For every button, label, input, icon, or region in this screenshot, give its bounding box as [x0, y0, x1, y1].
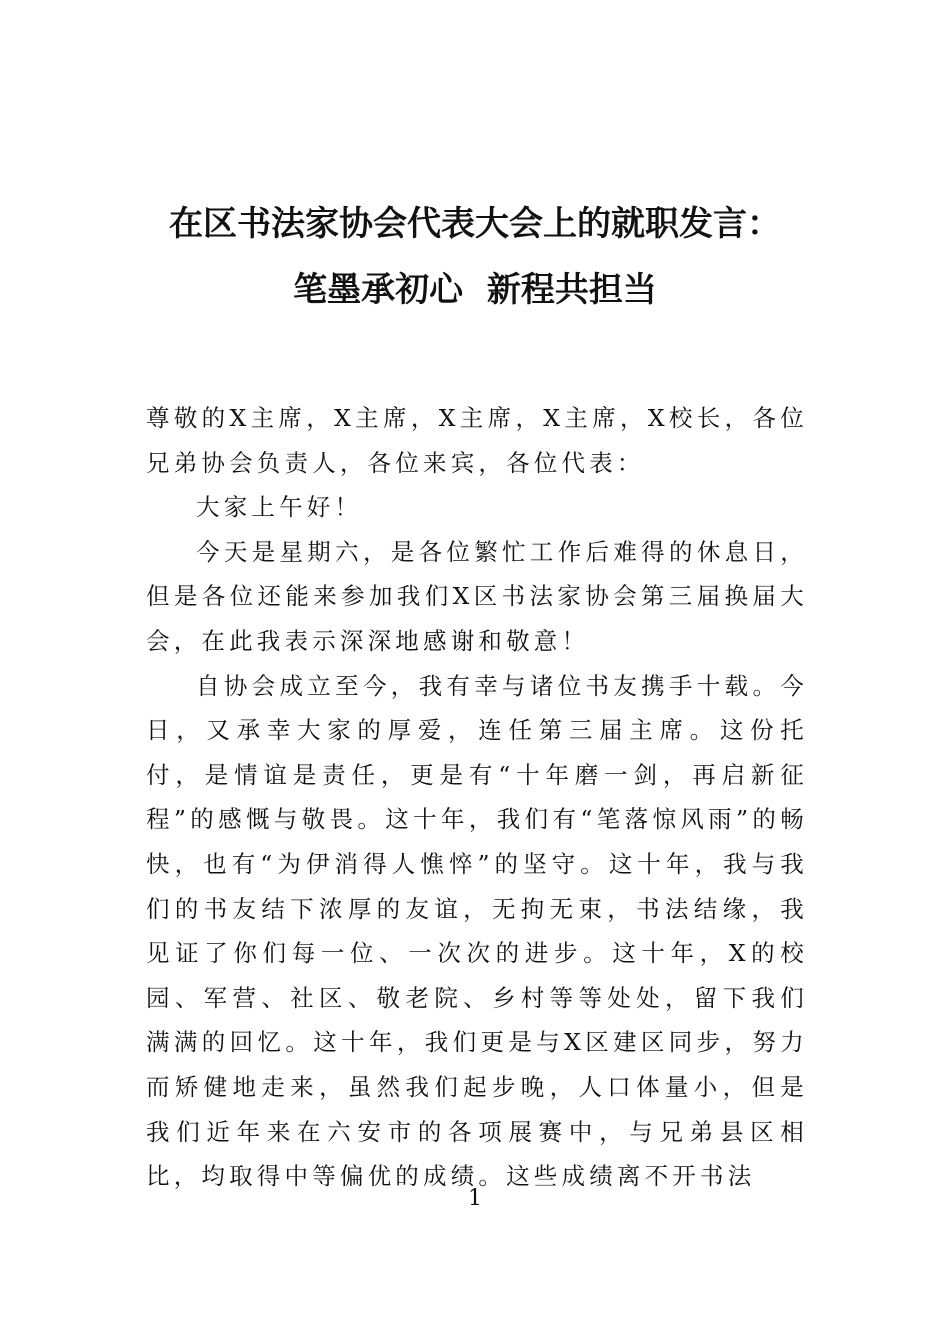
page-number: 1 [468, 1186, 482, 1211]
document-title-line-2: 笔墨承初心 新程共担当 [293, 270, 657, 310]
body-paragraph-1: 今天是星期六，是各位繁忙工作后难得的休息日，但是各位还能来参加我们X区书法家协会第三届换届大会，在此我表示深深地感谢和敬意！ [146, 537, 808, 655]
greeting-paragraph: 大家上午好！ [196, 493, 363, 522]
document-body [146, 396, 808, 1199]
body-paragraph-2: 自协会成立至今，我有幸与诸位书友携手十载。今日，又承幸大家的厚爱，连任第三届主席。这份托付，是情谊是责任，更是有“十年磨一剑，再启新征程”的感慨与敬畏。这十年，我们有“笔落惊风雨”的畅快，也有“为伊消得人憔悴”的坚守。这十年，我与我们的书友结下浓厚的友谊，无拘无束，书法结缘，我见证了你们每一位、一次次的进步。这十年，X的校园、军营、社区、敬老院、乡村等等处处，留下我们满满的回忆。这十年，我们更是与X区建区同步，努力而矫健地走来，虽然我们起步晚，人口体量小，但是我们近年来在六安市的各项展赛中，与兄弟县区相比，均取得中等偏优的成绩。这些成绩离不开书法 [146, 671, 808, 1191]
salutation-paragraph: 尊敬的X主席，X主席，X主席，X主席，X校长，各位兄弟协会负责人，各位来宾，各位代表： [146, 404, 808, 477]
document-title-line-1: 在区书法家协会代表大会上的就职发言： [169, 204, 781, 244]
